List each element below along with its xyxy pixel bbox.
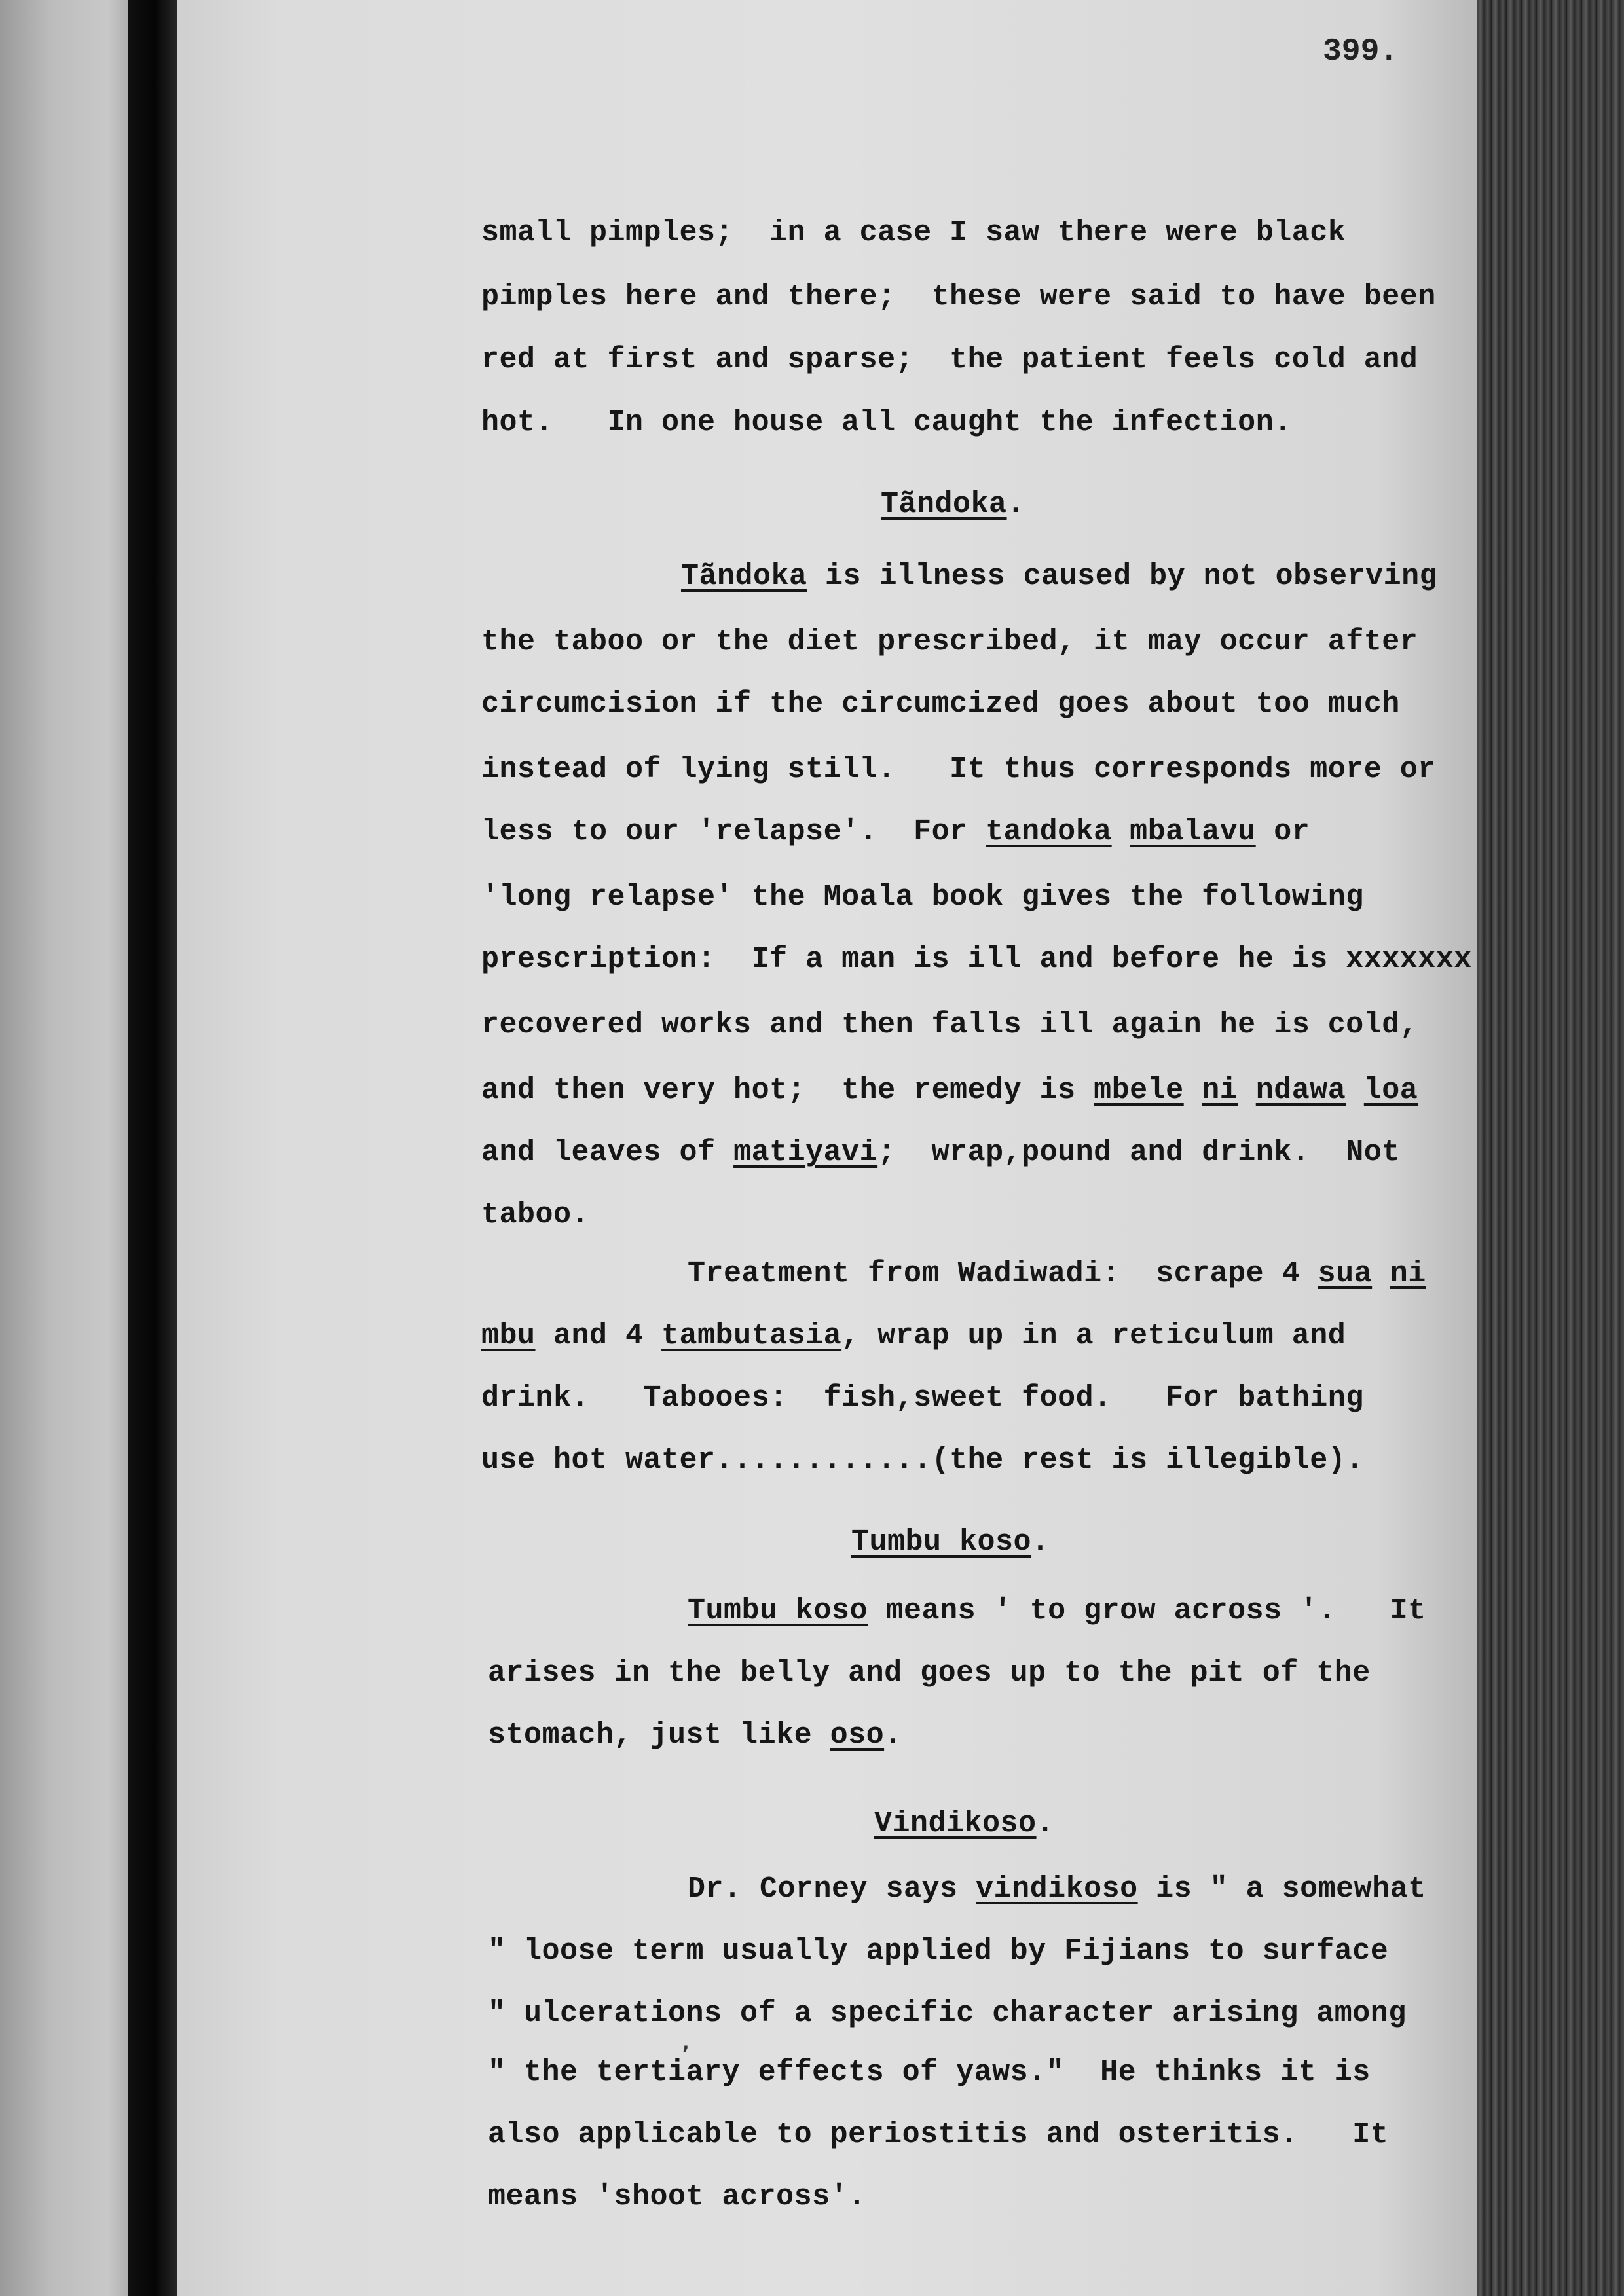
text-run: hot. In one house all caught the infection. — [481, 406, 1292, 439]
underlined-term: mbele — [1094, 1074, 1184, 1107]
underlined-term: Tumbu koso — [688, 1594, 868, 1628]
underlined-term: tambutasia — [661, 1319, 842, 1353]
text-line — [481, 1074, 1418, 1107]
text-run: small pimples; in a case I saw there were black — [481, 216, 1346, 249]
text-run: . — [884, 1719, 902, 1752]
text-run: . — [1006, 488, 1025, 521]
text-line — [851, 1525, 1050, 1559]
underlined-term: ni — [1202, 1074, 1238, 1107]
text-line — [481, 753, 1436, 786]
text-run: also applicable to periostitis and osteritis. It — [488, 2118, 1389, 2151]
underlined-term: tandoka — [986, 815, 1112, 848]
text-line — [481, 625, 1418, 659]
text-run: is illness caused by not observing — [807, 560, 1438, 593]
book-gutter — [128, 0, 180, 2296]
underlined-term: oso — [830, 1719, 885, 1752]
text-run: prescription: If a man is ill and before he is xxxxxxx — [481, 943, 1472, 976]
underlined-term: ndawa — [1255, 1074, 1346, 1107]
text-run: Dr. Corney says — [688, 1872, 976, 1906]
underlined-term: ni — [1390, 1257, 1426, 1290]
text-run: use hot water............(the rest is illegible). — [481, 1444, 1364, 1477]
page-number: 399. — [1323, 34, 1399, 69]
text-run: Treatment from Wadiwadi: scrape 4 — [688, 1257, 1318, 1290]
text-line — [681, 560, 1437, 593]
text-line — [688, 1257, 1426, 1290]
text-run: taboo. — [481, 1198, 590, 1231]
text-run: stomach, just like — [488, 1719, 830, 1752]
text-line — [481, 881, 1364, 914]
text-line — [488, 1935, 1388, 1968]
text-run: arises in the belly and goes up to the pit of the — [488, 1656, 1371, 1690]
pencil-mark: , — [681, 2023, 690, 2056]
text-run — [1238, 1074, 1256, 1107]
text-run: recovered works and then falls ill again he is cold, — [481, 1008, 1418, 1042]
text-run: " ulcerations of a specific character arising among — [488, 1997, 1407, 2030]
text-line — [481, 815, 1310, 848]
text-run: and 4 — [535, 1319, 662, 1353]
text-line — [481, 1319, 1346, 1353]
text-run: or — [1255, 815, 1310, 848]
text-run: . — [1031, 1525, 1050, 1559]
text-run — [1184, 1074, 1202, 1107]
text-line — [481, 943, 1472, 976]
text-line — [488, 1997, 1407, 2030]
text-run: red at first and sparse; the patient feels cold and — [481, 343, 1418, 376]
text-line — [481, 280, 1436, 314]
text-line — [481, 406, 1292, 439]
text-run: " loose term usually applied by Fijians to surface — [488, 1935, 1389, 1968]
text-line — [481, 1381, 1364, 1415]
facing-page-edge — [0, 0, 134, 2296]
text-run: " the tertiary effects of yaws." He thinks it is — [488, 2056, 1371, 2089]
underlined-term: mbu — [481, 1319, 536, 1353]
text-run: less to our 'relapse'. For — [481, 815, 986, 848]
underlined-term: loa — [1363, 1074, 1418, 1107]
underlined-term: matiyavi — [733, 1136, 878, 1169]
text-line — [488, 2180, 866, 2214]
text-line — [688, 1594, 1426, 1628]
text-line — [481, 1136, 1400, 1169]
text-run: circumcision if the circumcized goes about too much — [481, 687, 1400, 721]
underlined-term: Vindikoso — [874, 1807, 1037, 1840]
underlined-term: mbalavu — [1130, 815, 1256, 848]
text-line — [481, 343, 1418, 376]
text-run — [1346, 1074, 1364, 1107]
text-line — [488, 2118, 1388, 2151]
text-run: 'long relapse' the Moala book gives the following — [481, 881, 1364, 914]
text-run: , wrap up in a reticulum and — [841, 1319, 1346, 1353]
text-run — [1112, 815, 1130, 848]
text-line — [481, 687, 1400, 721]
text-run: means 'shoot across'. — [488, 2180, 866, 2214]
text-run: drink. Tabooes: fish,sweet food. For bathing — [481, 1381, 1364, 1415]
text-run: instead of lying still. It thus corresponds more or — [481, 753, 1436, 786]
page-stack-edge — [1477, 0, 1624, 2296]
text-run: pimples here and there; these were said to have been — [481, 280, 1436, 314]
text-run: is " a somewhat — [1137, 1872, 1426, 1906]
text-line — [488, 1719, 902, 1752]
underlined-term: Tãndoka — [881, 488, 1007, 521]
text-run — [1372, 1257, 1390, 1290]
text-line — [881, 488, 1025, 521]
text-run: means ' to grow across '. It — [868, 1594, 1426, 1628]
text-line — [481, 1444, 1364, 1477]
text-run: . — [1036, 1807, 1055, 1840]
text-line — [481, 216, 1346, 249]
text-run: the taboo or the diet prescribed, it may occur after — [481, 625, 1418, 659]
text-line — [688, 1872, 1426, 1906]
text-line — [488, 2056, 1371, 2089]
underlined-term: Tumbu koso — [851, 1525, 1032, 1559]
underlined-term: sua — [1318, 1257, 1373, 1290]
underlined-term: Tãndoka — [681, 560, 807, 593]
text-line — [481, 1198, 589, 1231]
text-run: and leaves of — [481, 1136, 734, 1169]
text-run: and then very hot; the remedy is — [481, 1074, 1094, 1107]
text-line — [874, 1807, 1054, 1840]
text-run: ; wrap,pound and drink. Not — [877, 1136, 1400, 1169]
underlined-term: vindikoso — [976, 1872, 1138, 1906]
text-line — [488, 1656, 1371, 1690]
text-line — [481, 1008, 1418, 1042]
